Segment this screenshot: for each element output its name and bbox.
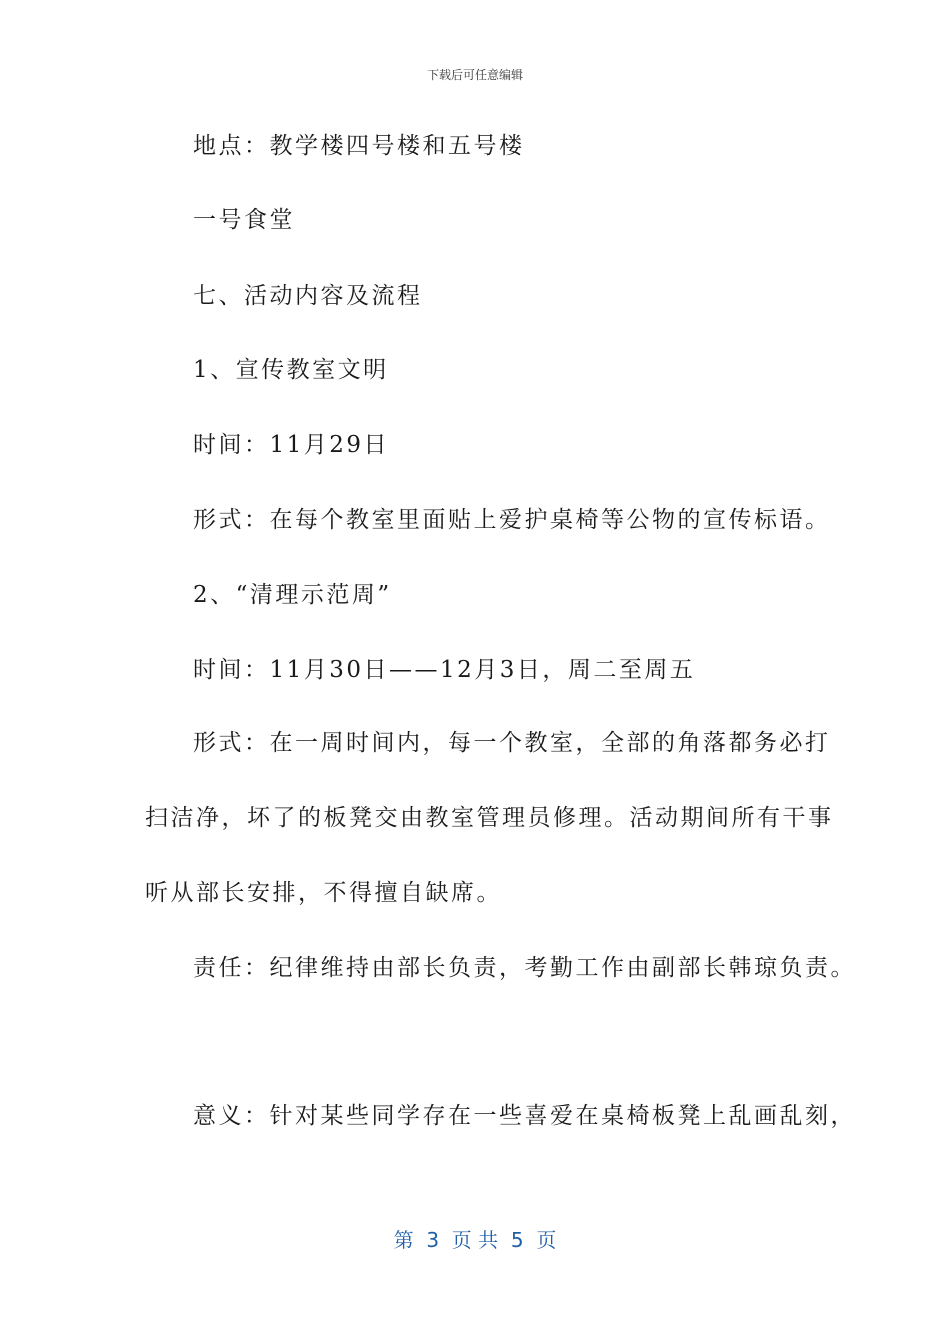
page-header-note: 下载后可任意编辑: [426, 68, 523, 82]
item-1-time: 时间：11月29日: [193, 432, 390, 458]
item-2-form-line-3: 听从部长安排，不得擅自缺席。: [145, 880, 502, 906]
item-2-form-line-2: 扫洁净，坏了的板凳交由教室管理员修理。活动期间所有干事: [145, 805, 834, 831]
item-1-form: 形式：在每个教室里面贴上爱护桌椅等公物的宣传标语。: [193, 507, 831, 533]
item-2-significance: 意义：针对某些同学存在一些喜爱在桌椅板凳上乱画乱刻，: [193, 1103, 856, 1129]
item-heading-1: 1、宣传教室文明: [193, 357, 389, 383]
page-number-footer: 第 3 页 共 5 页: [393, 1228, 557, 1252]
section-heading-activities: 七、活动内容及流程: [193, 283, 423, 309]
item-2-time: 时间：11月30日——12月3日，周二至周五: [193, 657, 696, 683]
location-line-cont: 一号食堂: [193, 207, 295, 233]
item-2-responsibility: 责任：纪律维持由部长负责，考勤工作由副部长韩琼负责。: [193, 955, 856, 981]
item-2-form-line-1: 形式：在一周时间内，每一个教室，全部的角落都务必打: [193, 730, 831, 756]
location-line: 地点：教学楼四号楼和五号楼: [193, 133, 525, 159]
item-heading-2: 2、“清理示范周”: [193, 582, 392, 608]
